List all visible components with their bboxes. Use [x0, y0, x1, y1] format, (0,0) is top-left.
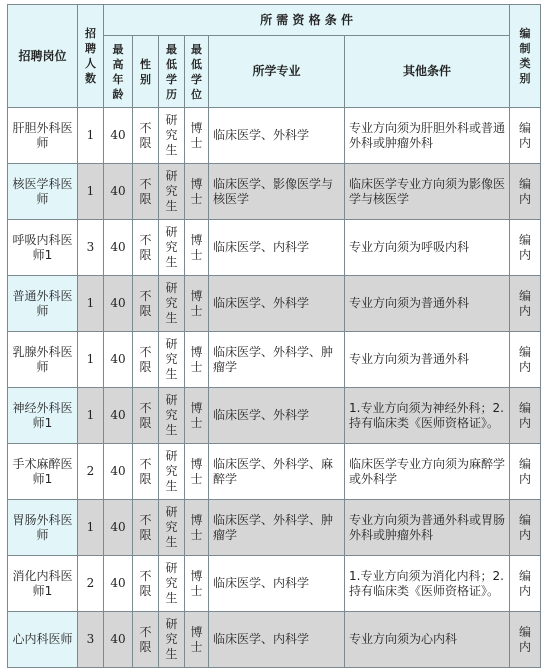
table-row: [8, 108, 541, 164]
recruitment-table-container: [7, 4, 540, 668]
degree-cell: 博士: [185, 388, 209, 444]
header-position: 招聘岗位: [8, 5, 78, 108]
other-cell: 专业方向须为肝胆外科或普通外科或肿瘤外科: [345, 108, 510, 164]
major-cell: 临床医学、外科学: [209, 388, 345, 444]
staffing-cell: 编内: [510, 388, 541, 444]
other-cell: 专业方向须为普通外科或胃肠外科或肿瘤外科: [345, 500, 510, 556]
degree-cell: 博士: [185, 276, 209, 332]
staffing-cell: 编内: [510, 612, 541, 668]
header-conditions: 所 需 资 格 条 件: [104, 5, 510, 36]
education-cell: 研究生: [159, 108, 185, 164]
education-cell: 研究生: [159, 612, 185, 668]
major-cell: 临床医学、外科学: [209, 276, 345, 332]
major-cell: 临床医学、内科学: [209, 556, 345, 612]
major-cell: 临床医学、外科学: [209, 108, 345, 164]
table-row: [8, 444, 541, 500]
count-cell: 1: [78, 108, 104, 164]
degree-cell: 博士: [185, 612, 209, 668]
staffing-cell: 编内: [510, 220, 541, 276]
position-cell: 消化内科医师1: [8, 556, 78, 612]
education-cell: 研究生: [159, 444, 185, 500]
education-cell: 研究生: [159, 500, 185, 556]
other-cell: 专业方向须为普通外科: [345, 276, 510, 332]
table-row: [8, 276, 541, 332]
other-cell: 专业方向须为普通外科: [345, 332, 510, 388]
header-staffing: 编制类别: [510, 5, 541, 108]
other-cell: 1.专业方向须为神经外科；2.持有临床类《医师资格证》。: [345, 388, 510, 444]
degree-cell: 博士: [185, 108, 209, 164]
position-cell: 心内科医师: [8, 612, 78, 668]
age-cell: 40: [104, 276, 133, 332]
position-cell: 普通外科医师: [8, 276, 78, 332]
header-row-1: [8, 5, 541, 36]
age-cell: 40: [104, 556, 133, 612]
age-cell: 40: [104, 500, 133, 556]
age-cell: 40: [104, 444, 133, 500]
major-cell: 临床医学、外科学、肿瘤学: [209, 500, 345, 556]
other-cell: 1.专业方向须为消化内科；2.持有临床类《医师资格证》。: [345, 556, 510, 612]
table-row: [8, 332, 541, 388]
count-cell: 1: [78, 332, 104, 388]
table-body: [8, 108, 541, 668]
gender-cell: 不限: [133, 108, 159, 164]
staffing-cell: 编内: [510, 276, 541, 332]
degree-cell: 博士: [185, 332, 209, 388]
major-cell: 临床医学、内科学: [209, 220, 345, 276]
position-cell: 胃肠外科医师: [8, 500, 78, 556]
staffing-cell: 编内: [510, 556, 541, 612]
education-cell: 研究生: [159, 164, 185, 220]
table-row: [8, 220, 541, 276]
count-cell: 3: [78, 612, 104, 668]
age-cell: 40: [104, 108, 133, 164]
table-row: [8, 612, 541, 668]
gender-cell: 不限: [133, 500, 159, 556]
count-cell: 1: [78, 164, 104, 220]
staffing-cell: 编内: [510, 108, 541, 164]
major-cell: 临床医学、内科学: [209, 612, 345, 668]
table-row: [8, 388, 541, 444]
education-cell: 研究生: [159, 220, 185, 276]
gender-cell: 不限: [133, 220, 159, 276]
header-education: 最低学历: [159, 36, 185, 108]
gender-cell: 不限: [133, 332, 159, 388]
staffing-cell: 编内: [510, 500, 541, 556]
age-cell: 40: [104, 220, 133, 276]
header-major: 所学专业: [209, 36, 345, 108]
major-cell: 临床医学、外科学、肿瘤学: [209, 332, 345, 388]
age-cell: 40: [104, 332, 133, 388]
count-cell: 1: [78, 388, 104, 444]
gender-cell: 不限: [133, 276, 159, 332]
education-cell: 研究生: [159, 332, 185, 388]
other-cell: 临床医学专业方向须为麻醉学或外科学: [345, 444, 510, 500]
header-gender: 性别: [133, 36, 159, 108]
age-cell: 40: [104, 388, 133, 444]
degree-cell: 博士: [185, 164, 209, 220]
header-max-age: 最高年龄: [104, 36, 133, 108]
table-row: [8, 556, 541, 612]
position-cell: 肝胆外科医师: [8, 108, 78, 164]
position-cell: 乳腺外科医师: [8, 332, 78, 388]
gender-cell: 不限: [133, 388, 159, 444]
education-cell: 研究生: [159, 388, 185, 444]
count-cell: 1: [78, 500, 104, 556]
count-cell: 3: [78, 220, 104, 276]
degree-cell: 博士: [185, 220, 209, 276]
count-cell: 2: [78, 556, 104, 612]
major-cell: 临床医学、外科学、麻醉学: [209, 444, 345, 500]
gender-cell: 不限: [133, 612, 159, 668]
position-cell: 神经外科医师1: [8, 388, 78, 444]
staffing-cell: 编内: [510, 164, 541, 220]
gender-cell: 不限: [133, 164, 159, 220]
gender-cell: 不限: [133, 556, 159, 612]
count-cell: 1: [78, 276, 104, 332]
degree-cell: 博士: [185, 500, 209, 556]
position-cell: 手术麻醉医师1: [8, 444, 78, 500]
position-cell: 核医学科医师: [8, 164, 78, 220]
header-other: 其他条件: [345, 36, 510, 108]
staffing-cell: 编内: [510, 332, 541, 388]
education-cell: 研究生: [159, 556, 185, 612]
count-cell: 2: [78, 444, 104, 500]
table-row: [8, 164, 541, 220]
table-row: [8, 500, 541, 556]
education-cell: 研究生: [159, 276, 185, 332]
age-cell: 40: [104, 164, 133, 220]
staffing-cell: 编内: [510, 444, 541, 500]
header-count: 招聘人数: [78, 5, 104, 108]
recruitment-table: [7, 4, 541, 668]
position-cell: 呼吸内科医师1: [8, 220, 78, 276]
other-cell: 专业方向须为心内科: [345, 612, 510, 668]
age-cell: 40: [104, 612, 133, 668]
header-degree: 最低学位: [185, 36, 209, 108]
degree-cell: 博士: [185, 444, 209, 500]
other-cell: 专业方向须为呼吸内科: [345, 220, 510, 276]
other-cell: 临床医学专业方向须为影像医学与核医学: [345, 164, 510, 220]
major-cell: 临床医学、影像医学与核医学: [209, 164, 345, 220]
degree-cell: 博士: [185, 556, 209, 612]
gender-cell: 不限: [133, 444, 159, 500]
